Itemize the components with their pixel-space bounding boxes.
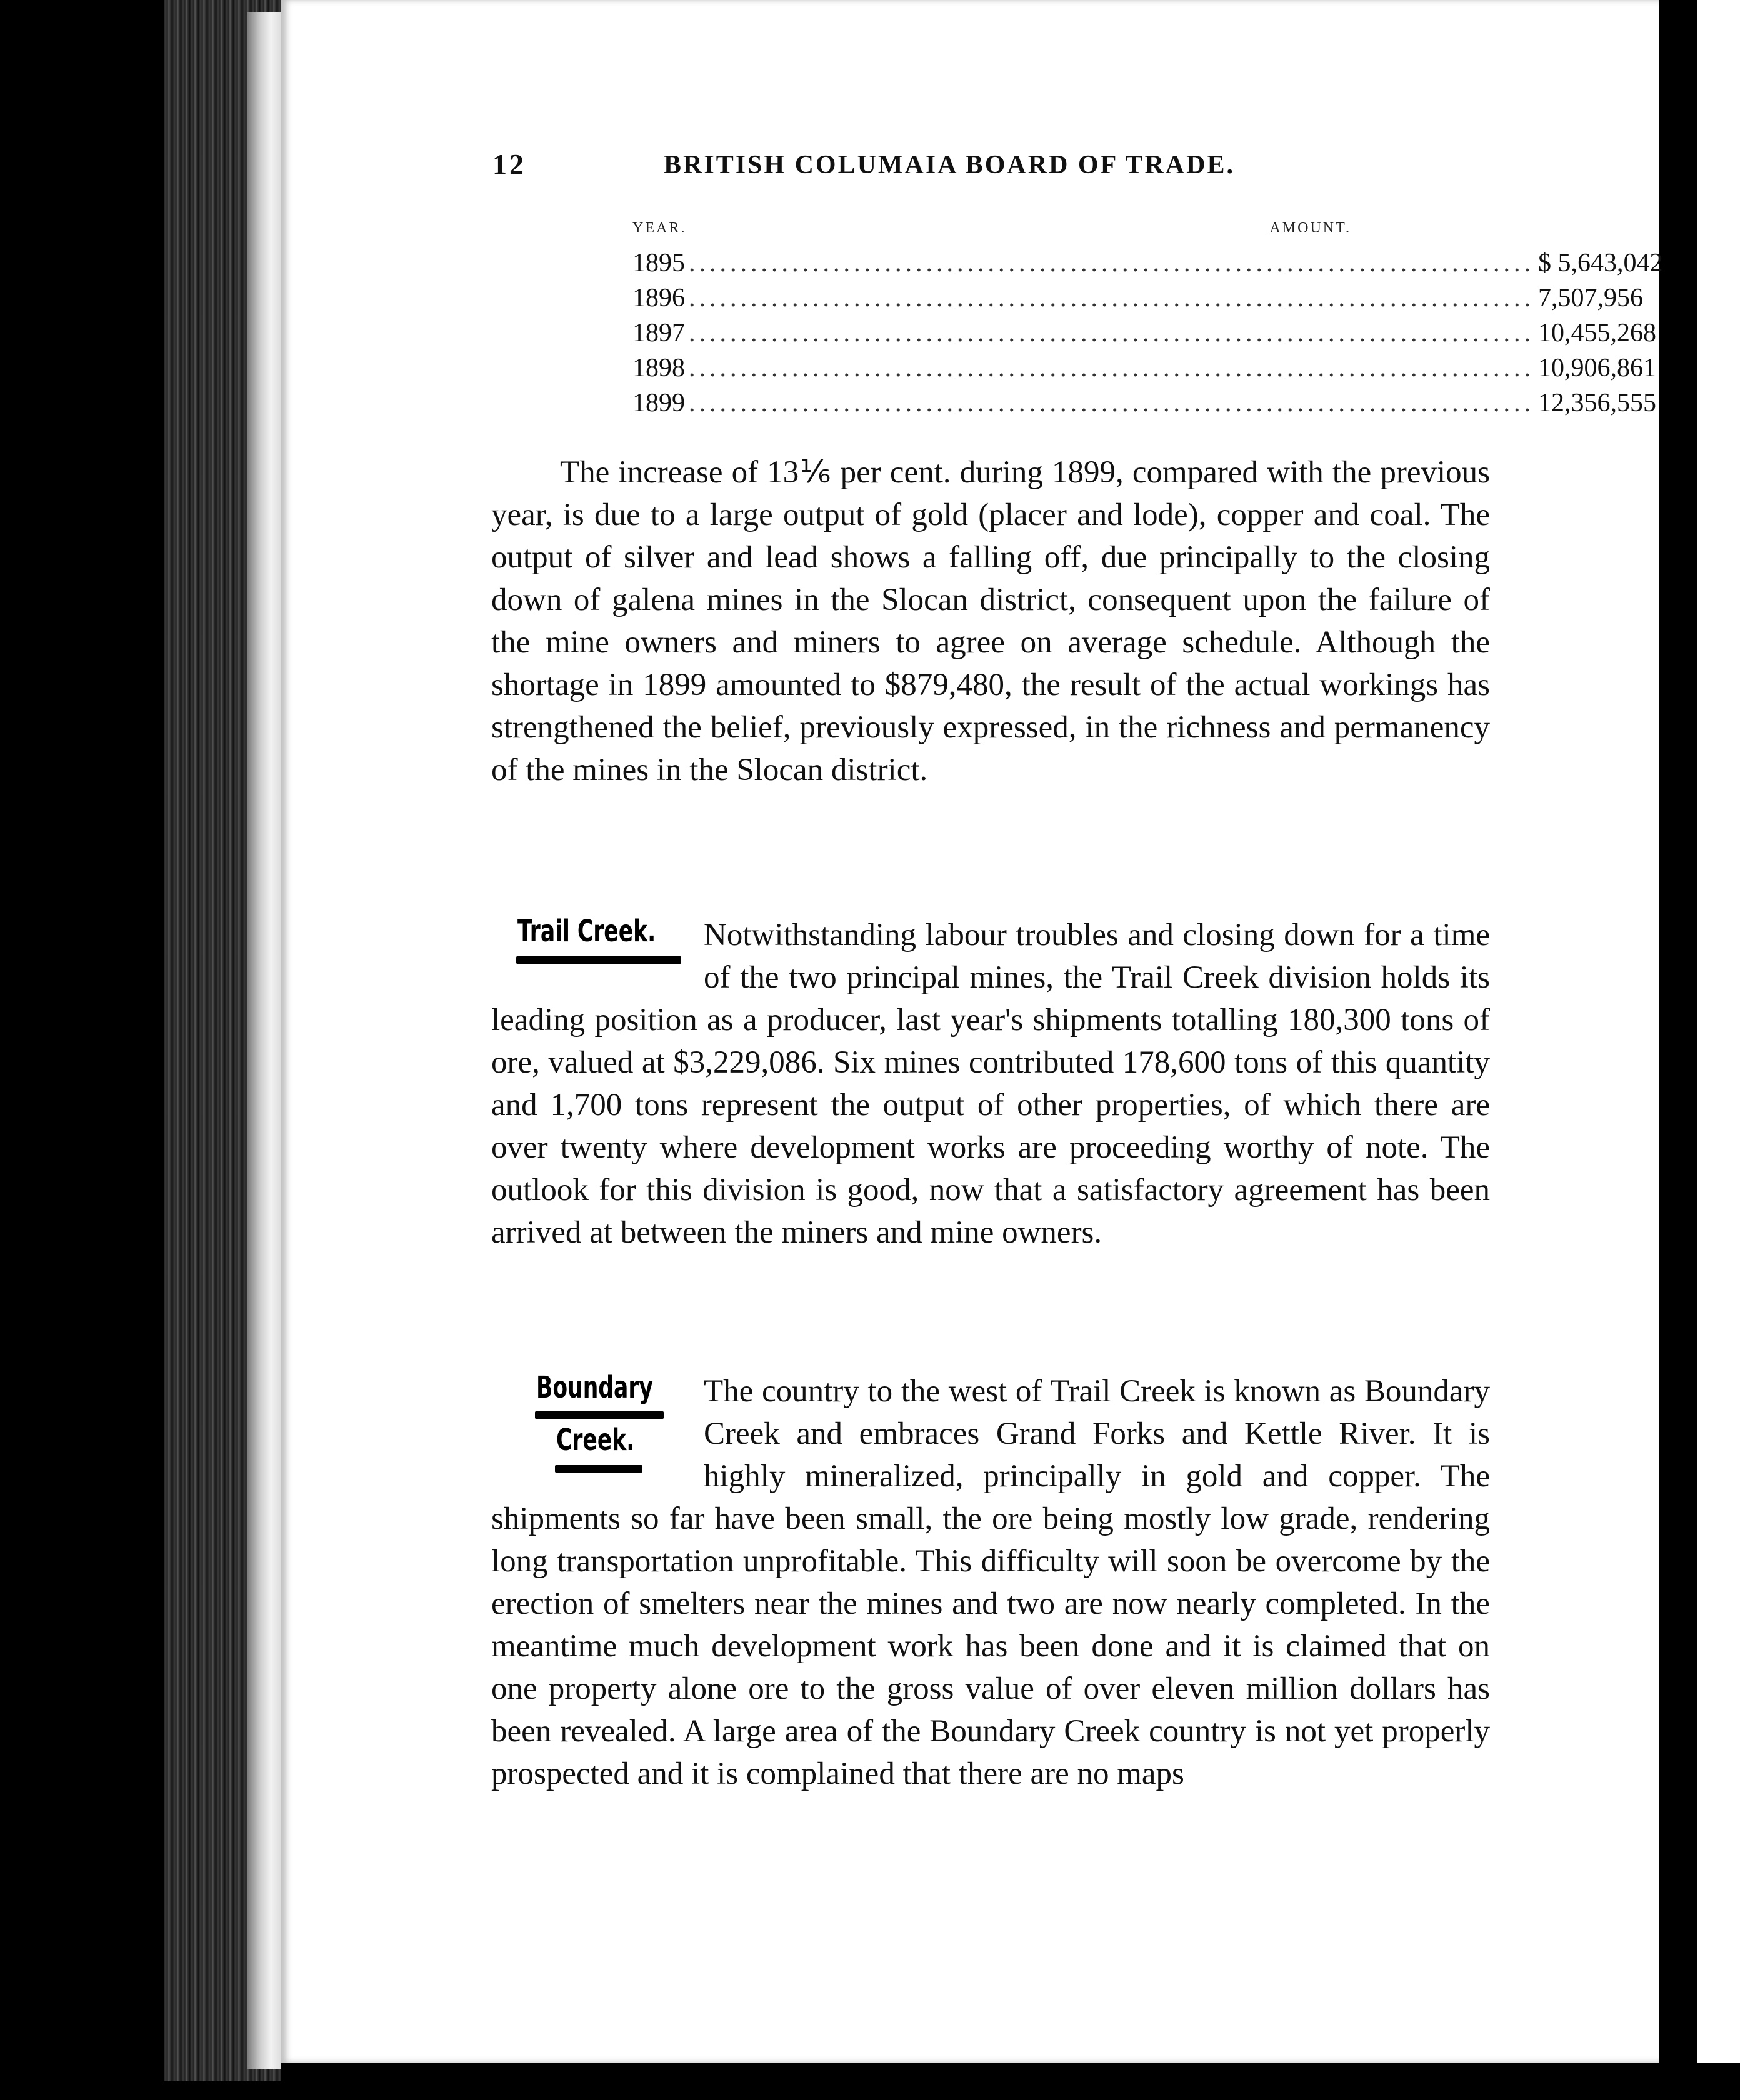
sidehead-boundary: Boundary	[536, 1370, 653, 1405]
amount-cell: 12,356,555	[1538, 389, 1656, 418]
year-cell: 1898	[632, 354, 685, 382]
page-edge-highlight	[247, 12, 281, 2069]
right-binding-shadow	[1659, 0, 1697, 2100]
sidehead-creek: Creek.	[556, 1422, 635, 1458]
year-cell: 1896	[632, 284, 685, 312]
table-row	[632, 351, 1656, 386]
paragraph-text: Notwithstanding labour troubles and closing down for a time of the two principal mines, the Trail Creek division holds its leading position as a producer, last year's shipments totalling 180,300 tons of ore, valued at $3,229,086. Six mines contributed 178,600 tons of this quantity and 1,700 tons represent the output of other properties, of which there are over twenty where development works are proceeding worthy of note. The outlook for this division is good, now that a satisfactory agreement has been arrived at between the miners and mine owners.	[491, 918, 1490, 1250]
amount-cell: 10,455,268	[1538, 319, 1656, 348]
amount-cell: 10,906,861	[1538, 354, 1656, 382]
bottom-edge-shadow	[281, 2062, 1740, 2100]
year-cell: 1895	[632, 249, 685, 278]
leader-dots: ..................................................................................	[689, 389, 1534, 418]
amount-cell: $ 5,643,042	[1538, 249, 1663, 278]
page-number: 12	[492, 148, 526, 180]
facing-page-edge	[1697, 0, 1740, 2062]
leader-dots: ..................................................................................	[689, 249, 1534, 278]
running-head: BRITISH COLUMAIA BOARD OF TRADE.	[664, 151, 1235, 179]
sidehead-space	[491, 914, 704, 999]
paragraph-boundary-creek	[491, 1370, 1490, 1795]
table-row	[632, 281, 1643, 316]
table-row	[632, 386, 1656, 421]
leader-dots: ..................................................................................	[689, 284, 1534, 312]
table-row	[632, 246, 1663, 281]
paragraph-text: The country to the west of Trail Creek is known as Boundary Creek and embraces Grand Forks and Kettle River. It is highly mineralized, principally in gold and copper. The shipments so far have been small, the ore being mostly low grade, rendering long transportation unprofitable. This difficulty will soon be overcome by the erection of smelters near the mines and two are now nearly completed. In the meantime much development work has been done and it is claimed that on one property alone ore to the gross value of over eleven million dollars has been revealed. A large area of the Boundary Creek country is not yet properly prospected and it is complained that there are no maps	[491, 1374, 1490, 1791]
leader-dots: ..................................................................................	[689, 319, 1534, 348]
year-cell: 1899	[632, 389, 685, 418]
year-cell: 1897	[632, 319, 685, 348]
paragraph-trail-creek	[491, 914, 1490, 1254]
sidehead-space	[491, 1370, 704, 1498]
paragraph-output-increase	[491, 451, 1490, 791]
output-table	[632, 246, 1663, 421]
table-row	[632, 316, 1656, 351]
sidehead-trail-creek: Trail Creek.	[518, 914, 656, 949]
amount-cell: 7,507,956	[1538, 284, 1643, 312]
amount-column-header: AMOUNT.	[1269, 220, 1351, 236]
year-column-header: YEAR.	[632, 220, 687, 236]
leader-dots: ..................................................................................	[689, 354, 1534, 382]
paragraph-text: The increase of 13⅙ per cent. during 1899, compared with the previous year, is due to a large output of gold (placer and lode), copper and coal. The output of silver and lead shows a falling off, due principally to the closing down of galena mines in the Slocan district, consequent upon the failure of the mine owners and miners to agree on average schedule. Although the shortage in 1899 amounted to $879,480, the result of the actual workings has strengthened the belief, previously expressed, in the richness and permanency of the mines in the Slocan district.	[491, 455, 1490, 788]
